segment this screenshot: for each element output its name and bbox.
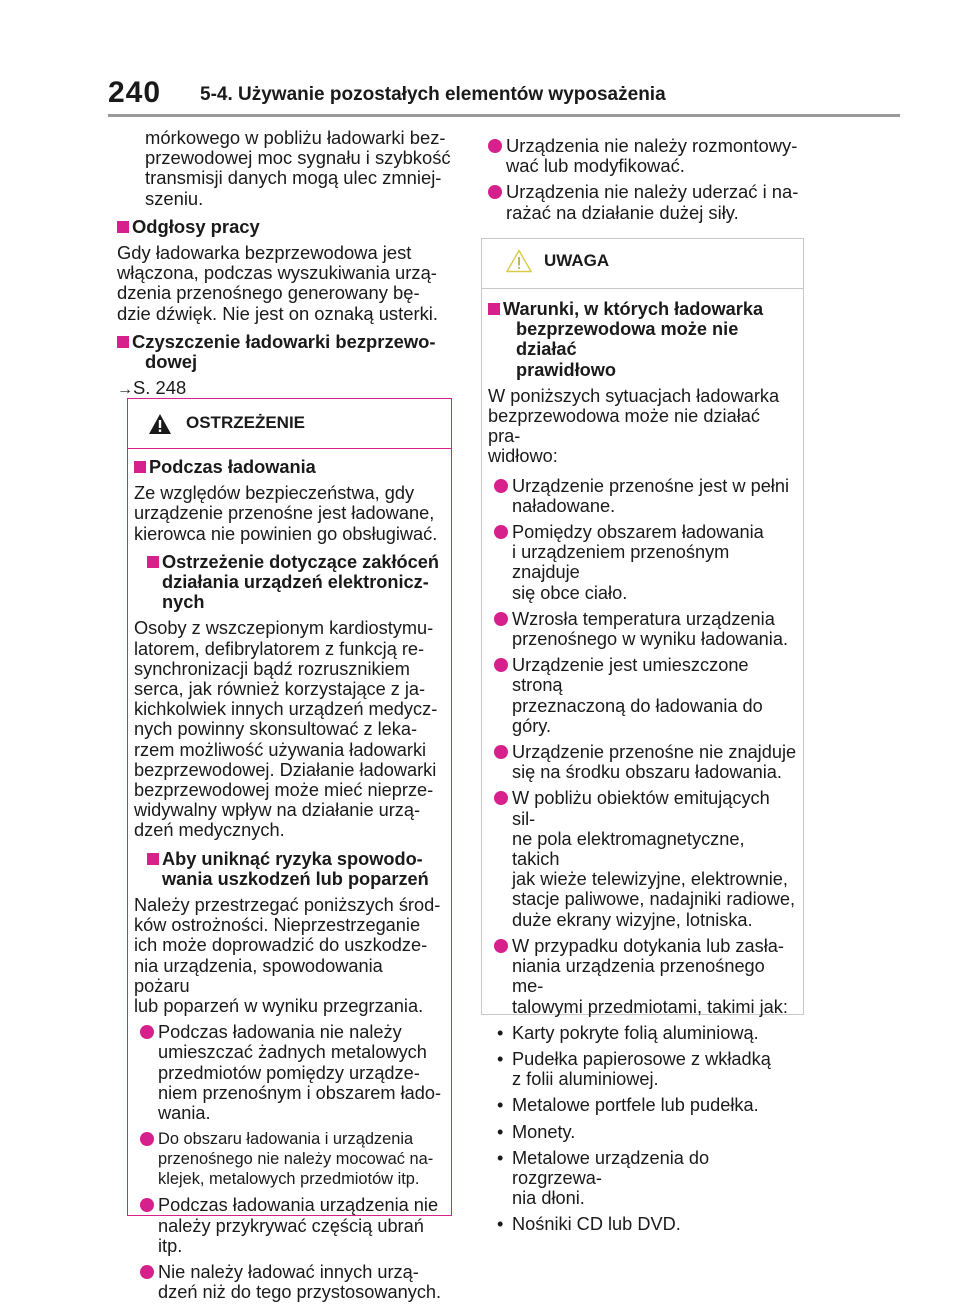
text-line: klejek, metalowych przedmiotów itp. [158, 1170, 420, 1189]
heading-text: dowej [145, 351, 198, 373]
interference-paragraph [134, 618, 443, 840]
continuation-paragraph [117, 128, 452, 209]
heading-text: bezprzewodowa może nie działać [516, 319, 739, 360]
text-line: niem przenośnym i obszarem łado- [158, 1082, 442, 1103]
sub-list-item [488, 1095, 797, 1115]
text-line: talowymi przedmiotami, takimi jak: [512, 996, 788, 1017]
caution-box [481, 238, 804, 1235]
square-bullet-icon [488, 303, 500, 315]
text-line: widywalny wpływ na działanie urzą- [134, 800, 421, 821]
text-line: nia urządzenia, spowodowania pożaru [134, 955, 383, 996]
bullet-mark: • [497, 1048, 504, 1069]
charging-paragraph [134, 483, 443, 544]
text-line: nych powinny skonsultować z leka- [134, 719, 418, 740]
text-line: ne pola elektromagnetyczne, takich [512, 828, 745, 870]
text-line: Do obszaru ładowania i urządzenia [158, 1130, 414, 1149]
right-column [482, 128, 804, 223]
text-line: dzeń niż do tego przystosowanych. [158, 1282, 442, 1303]
bullet-mark: • [497, 1121, 504, 1142]
text-line: latorem, defibrylatorem z funkcją re- [134, 638, 425, 659]
text-line: bezprzewodowa może nie działać pra- [488, 406, 760, 447]
text-line: Metalowe urządzenia do rozgrzewa- [512, 1147, 710, 1188]
sub-list-item [488, 1023, 797, 1043]
section-title: 5-4. Używanie pozostałych elementów wyposażenia [200, 84, 666, 105]
text-line: lub poparzeń w wyniku przegrzania. [134, 996, 424, 1017]
text-line: stacje paliwowe, nadajniki radiowe, [512, 889, 796, 910]
heading-text: prawidłowo [516, 359, 617, 380]
text-line: wania. [158, 1103, 211, 1124]
circle-bullet-icon [494, 939, 508, 953]
text-line: Wzrosła temperatura urządzenia [512, 608, 775, 629]
square-bullet-icon [147, 556, 159, 568]
sub-list-item [488, 1214, 797, 1234]
circle-bullet-icon [494, 612, 508, 626]
sub-list-item [488, 1049, 797, 1089]
text-line: należy przykrywać częścią ubrań itp. [158, 1215, 424, 1256]
warning-title: OSTRZEŻENIE [186, 413, 306, 432]
heading-text: nych [162, 592, 205, 613]
text-line: i urządzeniem przenośnym znajduje [512, 542, 730, 583]
text-line: Urządzenie przenośne jest w pełni [512, 475, 790, 496]
text-line: kierowca nie powinien go obsługiwać. [134, 523, 438, 544]
text-line: Gdy ładowarka bezprzewodowa jest [117, 242, 412, 264]
noise-heading [117, 217, 452, 237]
text-line: się na środku obszaru ładowania. [512, 762, 782, 783]
list-item [134, 1195, 443, 1256]
conditions-heading [488, 299, 797, 380]
list-item [134, 1022, 443, 1123]
circle-bullet-icon [494, 525, 508, 539]
list-item [488, 936, 797, 1017]
text-line: Ze względów bezpieczeństwa, gdy [134, 483, 415, 504]
conditions-intro [488, 386, 797, 467]
heading-text: wania uszkodzeń lub poparzeń [162, 868, 429, 889]
text-line: Pomiędzy obszarem ładowania [512, 522, 764, 543]
text-line: wać lub modyfikować. [506, 155, 685, 177]
text-line: dzie dźwięk. Nie jest on oznaką usterki. [117, 302, 438, 324]
text-line: kichkolwiek innych urządzeń medycz- [134, 699, 438, 720]
heading-text: Ostrzeżenie dotyczące zakłóceń [162, 551, 439, 572]
heading-text: Aby uniknąć ryzyka spowodo- [162, 848, 423, 869]
sub-list-item [488, 1122, 797, 1142]
text-line: Pudełka papierosowe z wkładką [512, 1048, 771, 1069]
warning-box-header [128, 399, 451, 449]
text-line: Urządzenia nie należy uderzać i na- [506, 181, 799, 203]
circle-bullet-icon [140, 1025, 154, 1039]
list-item [482, 182, 804, 222]
text-line: rażać na działanie dużej siły. [506, 201, 739, 223]
text-line: Podczas ładowania urządzenia nie [158, 1195, 439, 1216]
circle-bullet-icon [494, 745, 508, 759]
text-line: przenośnego nie należy mocować na- [158, 1150, 434, 1169]
text-line: Urządzenia nie należy rozmontowy- [506, 135, 798, 156]
text-line: Nośniki CD lub DVD. [512, 1214, 681, 1235]
list-item [482, 136, 804, 176]
text-line: Urządzenie jest umieszczone stroną [512, 655, 749, 696]
text-line: dzenia przenośnego generowany bę- [117, 282, 420, 304]
page-number: 240 [108, 76, 162, 109]
text-line: bezprzewodowej. Działanie ładowarki [134, 759, 437, 780]
text-line: rzem możliwość używania ładowarki [134, 739, 427, 760]
text-line: szeniu. [145, 187, 204, 209]
left-column [117, 128, 452, 400]
text-line: umieszczać żadnych metalowych [158, 1042, 427, 1063]
text-line: urządzenie przenośne jest ładowane, [134, 503, 435, 524]
text-line: Karty pokryte folią aluminiową. [512, 1022, 759, 1043]
sub-list-item [488, 1148, 797, 1209]
list-item [488, 742, 797, 782]
bullet-mark: • [497, 1147, 504, 1168]
text-line: Należy przestrzegać poniższych środ- [134, 895, 441, 916]
bullet-mark: • [497, 1095, 504, 1116]
cleaning-heading [117, 332, 452, 372]
heading-text: Warunki, w których ładowarka [503, 299, 764, 319]
page-header [0, 0, 960, 118]
caution-box-header [482, 239, 803, 289]
text-line: niania urządzenia przenośnego me- [512, 956, 765, 997]
interference-heading [134, 552, 443, 613]
text-line: synchronizacji bądź rozrusznikiem [134, 658, 410, 679]
bullet-mark: • [497, 1214, 504, 1235]
text-line: z folii aluminiowej. [512, 1069, 659, 1090]
header-divider [108, 114, 900, 117]
list-item [134, 1129, 443, 1189]
noise-paragraph [117, 243, 452, 324]
text-line: Podczas ładowania nie należy [158, 1022, 402, 1043]
text-line: W przypadku dotykania lub zasła- [512, 935, 784, 956]
circle-bullet-icon [488, 139, 502, 153]
text-line: Monety. [512, 1121, 576, 1142]
circle-bullet-icon [140, 1132, 154, 1146]
text-line: Metalowe portfele lub pudełka. [512, 1095, 759, 1116]
list-item [488, 655, 797, 736]
heading-text: działania urządzeń elektronicz- [162, 572, 429, 593]
circle-bullet-icon [494, 791, 508, 805]
reference-text: S. 248 [133, 377, 187, 399]
list-item [488, 476, 797, 516]
list-item [488, 788, 797, 929]
text-line: przeznaczoną do ładowania do góry. [512, 695, 763, 736]
square-bullet-icon [147, 853, 159, 865]
text-line: Urządzenie przenośne nie znajduje [512, 742, 797, 763]
avoid-damage-paragraph [134, 895, 443, 1016]
list-item [488, 522, 797, 603]
charging-heading [134, 457, 443, 477]
text-line: ków ostrożności. Nieprzestrzeganie [134, 915, 421, 936]
text-line: mórkowego w pobliżu ładowarki bez- [145, 127, 446, 148]
text-line: widłowo: [488, 446, 558, 467]
avoid-damage-heading [134, 849, 443, 889]
text-line: dzeń medycznych. [134, 820, 285, 841]
square-bullet-icon [134, 461, 146, 473]
text-line: serca, jak również korzystające z ja- [134, 679, 426, 700]
circle-bullet-icon [140, 1198, 154, 1212]
arrow-right-icon: → [117, 381, 133, 399]
circle-bullet-icon [140, 1265, 154, 1279]
text-line: przewodowej moc sygnału i szybkość [145, 147, 451, 169]
square-bullet-icon [117, 221, 129, 233]
list-item [134, 1262, 443, 1302]
warning-triangle-icon [148, 413, 172, 435]
text-line: nia dłoni. [512, 1188, 585, 1209]
text-line: przenośnego w wyniku ładowania. [512, 629, 789, 650]
text-line: naładowane. [512, 495, 616, 516]
heading-text: Odgłosy pracy [132, 215, 260, 237]
square-bullet-icon [117, 336, 129, 348]
text-line: Osoby z wszczepionym kardiostymu- [134, 618, 434, 639]
text-line: się obce ciało. [512, 582, 628, 603]
text-line: bezprzewodowej może mieć nieprze- [134, 780, 434, 801]
warning-box [127, 398, 452, 1303]
circle-bullet-icon [494, 658, 508, 672]
circle-bullet-icon [494, 479, 508, 493]
heading-text: Podczas ładowania [149, 457, 316, 477]
text-line: włączona, podczas wyszukiwania urzą- [117, 262, 437, 284]
heading-text: Czyszczenie ładowarki bezprzewo- [132, 330, 436, 352]
text-line: W poniższych sytuacjach ładowarka [488, 385, 780, 406]
list-item [488, 609, 797, 649]
text-line: W pobliżu obiektów emitujących sil- [512, 788, 770, 829]
caution-title: UWAGA [544, 251, 610, 270]
text-line: transmisji danych mogą ulec zmniej- [145, 167, 442, 189]
text-line: ich może doprowadzić do uszkodze- [134, 935, 428, 956]
text-line: jak wieże telewizyjne, elektrownie, [512, 869, 788, 890]
caution-triangle-icon [506, 249, 532, 273]
text-line: Nie należy ładować innych urzą- [158, 1261, 419, 1282]
bullet-mark: • [497, 1022, 504, 1043]
text-line: przedmiotów pomiędzy urządze- [158, 1062, 420, 1083]
text-line: duże ekrany wizyjne, lotniska. [512, 909, 753, 930]
circle-bullet-icon [488, 185, 502, 199]
